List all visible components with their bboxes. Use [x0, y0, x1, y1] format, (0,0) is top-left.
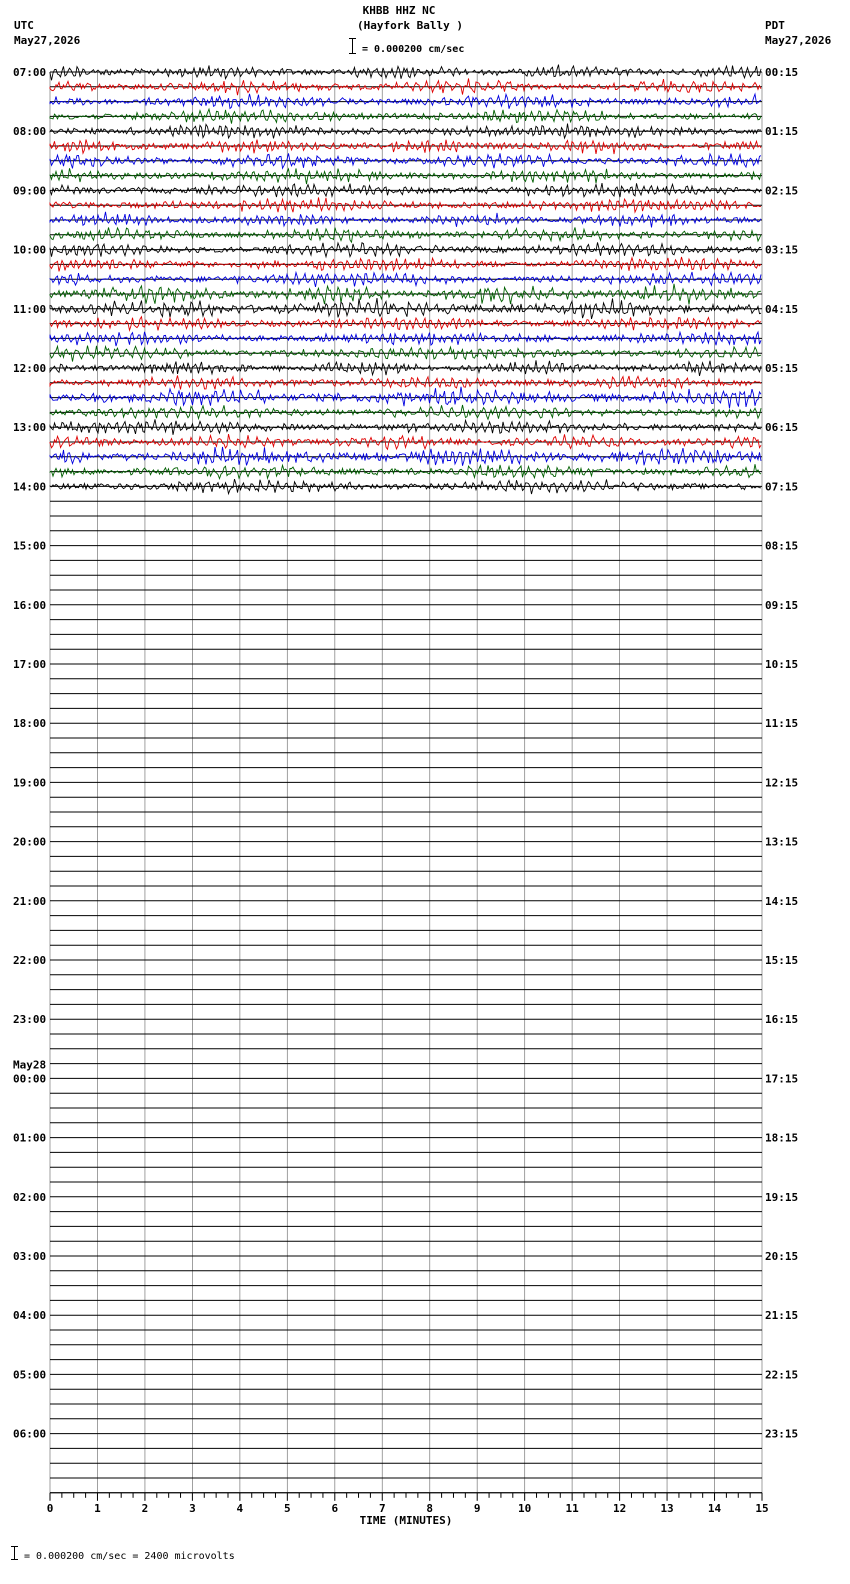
right-hour-label: 18:15	[765, 1131, 799, 1145]
trace-row-7	[50, 168, 761, 184]
x-tick-label: 9	[473, 1501, 481, 1515]
left-hour-label: 18:00	[13, 717, 47, 731]
left-hour-label: 12:00	[13, 362, 47, 375]
station-location: (Hayfork Bally )	[357, 19, 463, 32]
right-hour-label: 05:15	[765, 362, 799, 375]
left-hour-label: 19:00	[13, 776, 47, 790]
left-hour-label: 13:00	[13, 421, 47, 435]
right-hour-label: 21:15	[765, 1309, 799, 1323]
x-tick-label: 4	[236, 1501, 244, 1515]
left-hour-label: 17:00	[13, 658, 47, 671]
right-hour-label: 23:15	[765, 1427, 799, 1441]
right-date: May27,2026	[765, 34, 832, 47]
left-hour-label: 21:00	[13, 894, 47, 908]
left-timezone: UTC	[14, 19, 34, 32]
left-date: May27,2026	[14, 34, 81, 47]
footer-scale-bar-icon	[11, 1546, 18, 1560]
left-hour-label: 14:00	[13, 480, 47, 494]
date-change-label: May28	[13, 1058, 47, 1072]
right-hour-label: 11:15	[765, 717, 799, 731]
x-tick-label: 7	[378, 1501, 386, 1515]
right-hour-label: 08:15	[765, 539, 799, 553]
left-hour-label: 06:00	[13, 1427, 47, 1441]
left-hour-label: 20:00	[13, 835, 47, 849]
x-tick-label: 1	[94, 1501, 101, 1515]
x-tick-label: 12	[612, 1501, 627, 1515]
footer-scale-text: = 0.000200 cm/sec = 2400 microvolts	[24, 1551, 235, 1562]
x-tick-label: 3	[189, 1501, 196, 1515]
left-hour-label: 04:00	[13, 1309, 47, 1323]
x-tick-label: 13	[660, 1501, 674, 1515]
left-hour-label: 11:00	[13, 302, 47, 316]
x-tick-label: 2	[141, 1501, 149, 1515]
right-hour-label: 01:15	[765, 125, 799, 139]
left-hour-label: 16:00	[13, 598, 47, 612]
right-hour-label: 17:15	[765, 1072, 799, 1086]
right-hour-label: 03:15	[765, 243, 799, 257]
right-hour-label: 13:15	[765, 835, 799, 849]
x-tick-label: 10	[518, 1501, 532, 1515]
x-axis-title: TIME (MINUTES)	[359, 1513, 453, 1527]
scale-text: = 0.000200 cm/sec	[362, 44, 465, 55]
x-tick-label: 15	[755, 1501, 769, 1515]
right-hour-label: 15:15	[765, 954, 799, 967]
right-timezone: PDT	[765, 19, 785, 32]
right-hour-label: 02:15	[765, 184, 799, 198]
left-hour-label: 15:00	[13, 539, 47, 553]
trace-row-18	[50, 332, 761, 346]
right-hour-label: 06:15	[765, 421, 799, 435]
left-hour-label: 09:00	[13, 184, 47, 198]
right-hour-label: 07:15	[765, 480, 799, 494]
right-hour-label: 19:15	[765, 1190, 799, 1204]
left-hour-label: 10:00	[13, 243, 47, 257]
right-hour-label: 22:15	[765, 1368, 799, 1382]
x-tick-label: 5	[284, 1501, 291, 1515]
right-hour-label: 12:15	[765, 776, 799, 790]
left-hour-label: 23:00	[13, 1013, 47, 1027]
right-hour-label: 20:15	[765, 1250, 799, 1263]
trace-row-5	[50, 140, 761, 155]
right-hour-label: 04:15	[765, 302, 799, 316]
x-tick-label: 0	[46, 1501, 54, 1515]
x-tick-label: 11	[565, 1501, 579, 1515]
right-hour-label: 10:15	[765, 658, 799, 671]
x-axis	[47, 1493, 769, 1527]
left-hour-label: 01:00	[13, 1131, 47, 1145]
left-hour-label: 07:00	[13, 66, 47, 79]
trace-row-11	[50, 227, 761, 242]
right-hour-label: 14:15	[765, 894, 799, 908]
right-hour-label: 16:15	[765, 1013, 799, 1027]
trace-row-17	[50, 317, 761, 331]
right-hour-label: 09:15	[765, 598, 799, 612]
x-tick-label: 8	[426, 1501, 434, 1515]
x-tick-label: 14	[707, 1501, 722, 1515]
left-hour-label: 05:00	[13, 1368, 47, 1382]
left-hour-label: 22:00	[13, 954, 47, 967]
left-hour-label: 02:00	[13, 1190, 47, 1204]
left-hour-label: 03:00	[13, 1250, 47, 1263]
grid	[50, 72, 762, 1493]
right-hour-label: 00:15	[765, 66, 799, 79]
left-hour-label: 00:00	[13, 1072, 47, 1086]
x-tick-label: 6	[331, 1501, 339, 1515]
left-hour-label: 08:00	[13, 125, 47, 139]
station-title: KHBB HHZ NC	[362, 4, 436, 17]
